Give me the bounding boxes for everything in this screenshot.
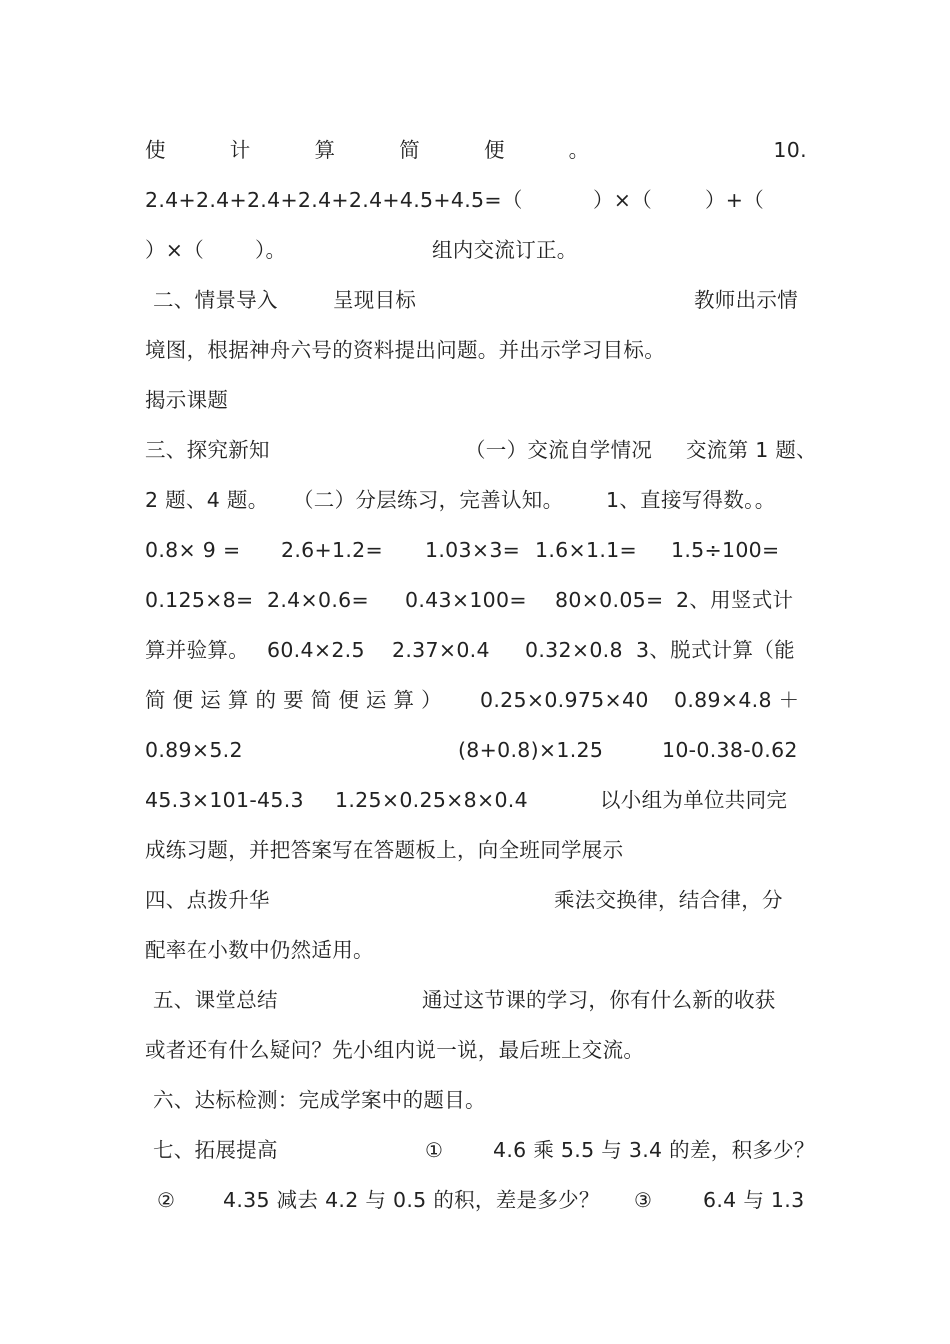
text-line-15: [145, 825, 807, 875]
text-fragment: 计: [229, 138, 251, 162]
document-body: [145, 125, 817, 1225]
text-fragment: (8+0.8)×1.25: [458, 738, 604, 762]
text-fragment: 成练习题，并把答案写在答题板上，向全班同学展示: [145, 838, 624, 862]
text-fragment: 1、直接写得数。。: [606, 488, 776, 512]
circled-number-1: ①: [425, 1138, 444, 1162]
text-fragment: 4.6 乘 5.5 与 3.4 的差，积多少？: [493, 1138, 815, 1162]
text-fragment: 45.3×101-45.3: [145, 788, 304, 812]
text-fragment: 60.4×2.5: [267, 638, 365, 662]
text-fragment: 1.6×1.1=: [535, 538, 637, 562]
section-heading: 六、达标检测：完成学案中的题目。: [153, 1088, 486, 1112]
text-fragment: 2.4+2.4+2.4+2.4+2.4+4.5+4.5=（: [145, 188, 523, 212]
text-fragment: 。: [568, 138, 590, 162]
text-line-11: [145, 625, 807, 675]
section-heading: 七、拓展提高: [153, 1138, 278, 1162]
text-fragment: 4.35 减去 4.2 与 0.5 的积，差是多少？: [223, 1188, 600, 1212]
text-fragment: 80×0.05=: [555, 588, 664, 612]
text-line-7: [145, 425, 817, 475]
text-fragment: ）×（: [145, 238, 205, 262]
text-line-6: [145, 375, 807, 425]
text-fragment: 揭示课题: [145, 388, 229, 412]
text-line-14: [145, 775, 807, 825]
text-fragment: 教师出示情: [694, 288, 798, 312]
text-line-19: [145, 1025, 807, 1075]
text-line-8: [145, 475, 807, 525]
text-fragment: 10.: [773, 138, 807, 162]
text-line-17: [145, 925, 807, 975]
text-line-5: [145, 325, 807, 375]
text-fragment: 1.25×0.25×8×0.4: [335, 788, 528, 812]
text-line-13: [145, 725, 807, 775]
text-fragment: 0.125×8=: [145, 588, 254, 612]
text-fragment: 便: [483, 138, 505, 162]
text-fragment: 0.43×100=: [405, 588, 527, 612]
text-fragment: 1.03×3=: [425, 538, 521, 562]
text-fragment: 呈现目标: [333, 288, 417, 312]
text-fragment: 2.37×0.4: [392, 638, 490, 662]
text-fragment: 3、脱式计算（能: [636, 638, 795, 662]
text-fragment: 简: [399, 138, 421, 162]
text-fragment: （二）分层练习，完善认知。: [293, 488, 564, 512]
text-fragment: （一）交流自学情况: [465, 438, 653, 462]
text-line-16: [145, 875, 807, 925]
text-line-4: [145, 275, 807, 325]
text-fragment: 6.4 与 1.3: [703, 1188, 805, 1212]
text-fragment: 算并验算。: [145, 638, 249, 662]
text-line-12: [145, 675, 807, 725]
text-fragment: ）。: [255, 238, 287, 262]
circled-number-3: ③: [634, 1188, 653, 1212]
circled-number-2: ②: [157, 1188, 176, 1212]
section-heading: 二、情景导入: [153, 288, 278, 312]
text-fragment: 0.8× 9 =: [145, 538, 241, 562]
text-line-20: [145, 1075, 807, 1125]
text-fragment: ）×（: [593, 188, 653, 212]
text-fragment: 0.32×0.8: [525, 638, 623, 662]
text-fragment: 2、用竖式计: [676, 588, 794, 612]
text-fragment: 2.4×0.6=: [267, 588, 369, 612]
section-heading: 五、课堂总结: [153, 988, 278, 1012]
text-fragment: 2 题、4 题。: [145, 488, 269, 512]
text-fragment: 2.6+1.2=: [281, 538, 383, 562]
text-line-21: [145, 1125, 815, 1175]
text-fragment: 配率在小数中仍然适用。: [145, 938, 374, 962]
text-fragment: 算: [314, 138, 336, 162]
section-heading: 三、探究新知: [145, 438, 270, 462]
text-fragment: 0.89×5.2: [145, 738, 243, 762]
text-fragment: 组内交流订正。: [432, 238, 578, 262]
text-fragment: 乘法交换律，结合律，分: [554, 888, 783, 912]
text-fragment: 1.5÷100=: [671, 538, 780, 562]
section-heading: 四、点拨升华: [145, 888, 270, 912]
text-fragment: 0.89×4.8 ＋: [674, 688, 800, 712]
text-fragment: 简 便 运 算 的 要 简 便 运 算 ）: [145, 688, 442, 712]
text-fragment: 交流第 1 题、: [686, 438, 817, 462]
text-fragment: 以小组为单位共同完: [600, 788, 788, 812]
text-fragment: 0.25×0.975×40: [480, 688, 649, 712]
text-line-22: [145, 1175, 807, 1225]
text-fragment: 使: [145, 138, 166, 162]
text-line-1: [145, 125, 807, 175]
text-line-2: [145, 175, 807, 225]
text-line-18: [145, 975, 807, 1025]
text-line-3: [145, 225, 807, 275]
text-fragment: 或者还有什么疑问？先小组内说一说，最后班上交流。: [145, 1038, 645, 1062]
text-line-9: [145, 525, 807, 575]
text-line-10: [145, 575, 807, 625]
text-fragment: ）+（: [705, 188, 765, 212]
text-fragment: 境图，根据神舟六号的资料提出问题。并出示学习目标。: [145, 338, 665, 362]
text-fragment: 通过这节课的学习，你有什么新的收获: [422, 988, 776, 1012]
text-fragment: 10-0.38-0.62: [662, 738, 798, 762]
